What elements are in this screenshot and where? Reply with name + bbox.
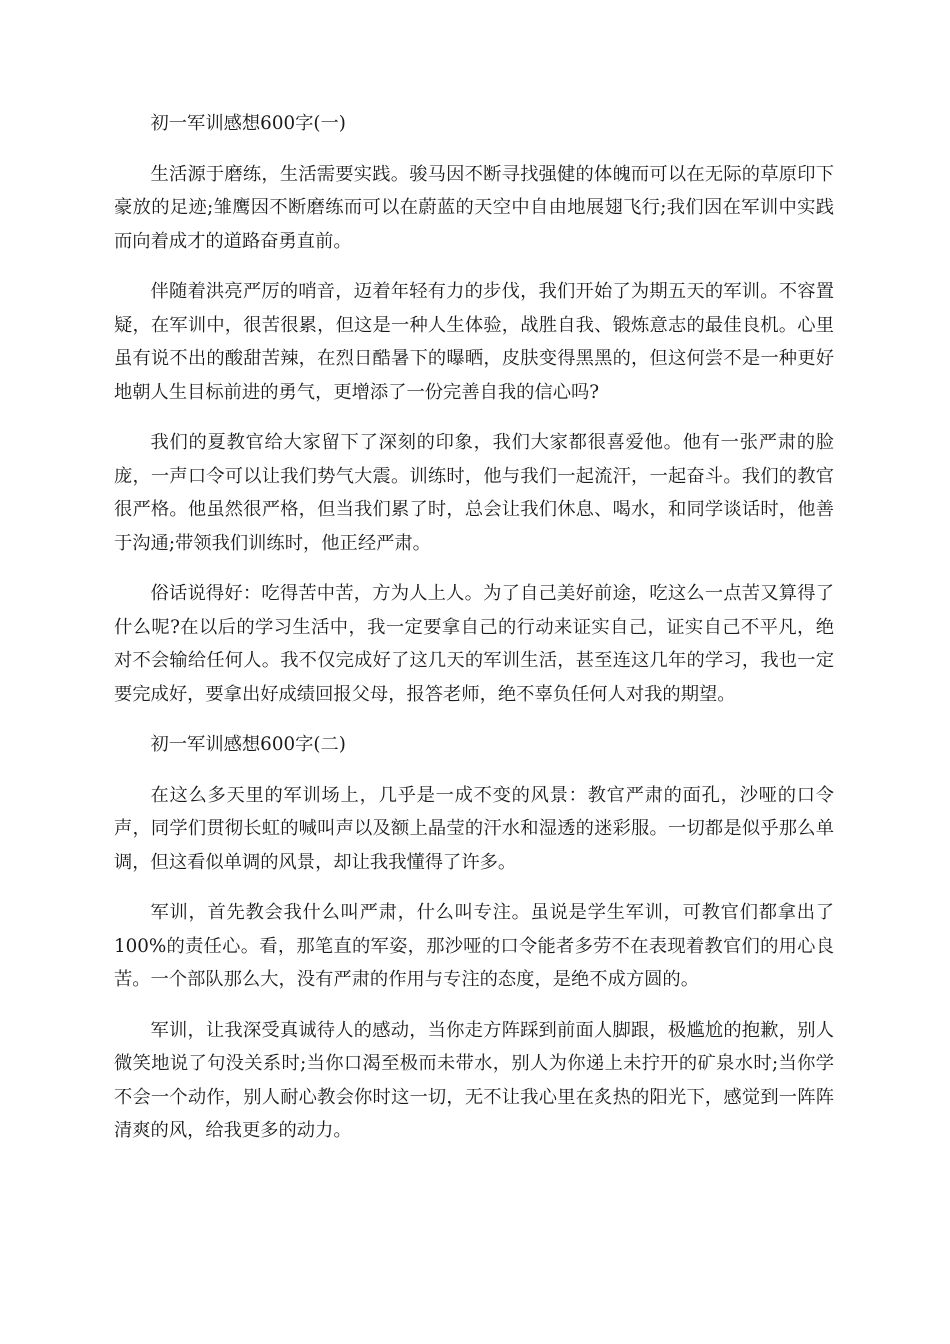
section-2-paragraph-3: 军训，让我深受真诚待人的感动，当你走方阵踩到前面人脚跟，极尴尬的抱歉，别人微笑地说了句没关系时;当你口渴至极而未带水，别人为你递上未拧开的矿泉水时;当你学不会一个动作，别人耐心教会你时这一切，无不让我心里在炙热的阳光下，感觉到一阵阵清爽的风，给我更多的动力。 [114,1019,834,1141]
section-2-paragraph-2: 军训，首先教会我什么叫严肃，什么叫专注。虽说是学生军训，可教官们都拿出了100%的责任心。看，那笔直的军姿，那沙哑的口令能者多劳不在表现着教官们的用心良苦。一个部队那么大，没有严肃的作用与专注的态度，是绝不成方圆的。 [114,902,834,990]
section-1-paragraph-1: 生活源于磨练，生活需要实践。骏马因不断寻找强健的体魄而可以在无际的草原印下豪放的足迹;雏鹰因不断磨练而可以在蔚蓝的天空中自由地展翅飞行;我们因在军训中实践而向着成才的道路奋勇直前。 [114,163,834,252]
section-1-heading: 初一军训感想600字(一) [150,113,346,134]
section-1-paragraph-4: 俗话说得好：吃得苦中苦，方为人上人。为了自己美好前途，吃这么一点苦又算得了什么呢?在以后的学习生活中，我一定要拿自己的行动来证实自己，证实自己不平凡，绝对不会输给任何人。我不仅完成好了这几天的军训生活，甚至连这几年的学习，我也一定要完成好，要拿出好成绩回报父母，报答老师，绝不辜负任何人对我的期望。 [114,583,834,705]
section-2-paragraph-1: 在这么多天里的军训场上，几乎是一成不变的风景：教官严肃的面孔，沙哑的口令声，同学们贯彻长虹的喊叫声以及额上晶莹的汗水和湿透的迷彩服。一切都是似乎那么单调，但这看似单调的风景，却让我我懂得了许多。 [114,784,834,873]
section-1-paragraph-2: 伴随着洪亮严厉的哨音，迈着年轻有力的步伐，我们开始了为期五天的军训。不容置疑，在军训中，很苦很累，但这是一种人生体验，战胜自我、锻炼意志的最佳良机。心里虽有说不出的酸甜苦辣，在烈日酷暑下的曝晒，皮肤变得黑黑的，但这何尝不是一种更好地朝人生目标前进的勇气，更增添了一份完善自我的信心吗? [114,281,834,403]
document-page [114,107,834,1165]
section-2-heading: 初一军训感想600字(二) [150,734,346,755]
section-1-paragraph-3: 我们的夏教官给大家留下了深刻的印象，我们大家都很喜爱他。他有一张严肃的脸庞，一声口令可以让我们势气大震。训练时，他与我们一起流汗，一起奋斗。我们的教官很严格。他虽然很严格，但当我们累了时，总会让我们休息、喝水，和同学谈话时，他善于沟通;带领我们训练时，他正经严肃。 [114,432,834,554]
